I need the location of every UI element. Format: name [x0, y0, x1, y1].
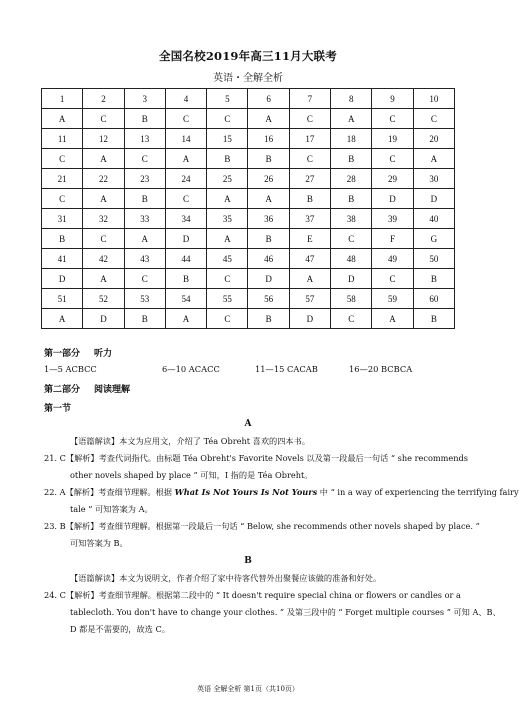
question-number-cell: 12 [83, 129, 124, 149]
listening-group-3: 11—15 CACAB [255, 364, 318, 374]
question-number-cell: 42 [83, 249, 124, 269]
answer-cell: A [42, 109, 83, 129]
passage-a-letter: A [244, 419, 252, 429]
question-number-cell: 15 [207, 129, 248, 149]
q21-line-1: 21. C【解析】考查代词指代。由标题 Téa Obreht's Favorite Novels 以及第一段最后一句话 “ she recommends [44, 453, 468, 463]
q22-line-2: tale ” 可知答案为 A。 [70, 504, 153, 514]
answer-row [42, 109, 455, 129]
answer-cell: C [83, 229, 124, 249]
answer-cell: C [207, 109, 248, 129]
question-number-row [42, 89, 455, 109]
question-number-cell: 26 [248, 169, 289, 189]
question-number-cell: 54 [165, 289, 206, 309]
question-number-cell: 1 [42, 89, 83, 109]
answer-row [42, 229, 455, 249]
answer-cell: B [248, 309, 289, 329]
answer-cell: B [165, 269, 206, 289]
question-number-cell: 10 [413, 89, 454, 109]
answer-cell: C [165, 189, 206, 209]
answer-row [42, 269, 455, 289]
answer-cell: A [289, 269, 330, 289]
answer-cell: A [165, 149, 206, 169]
question-number-cell: 19 [372, 129, 413, 149]
question-number-cell: 49 [372, 249, 413, 269]
question-number-cell: 50 [413, 249, 454, 269]
question-number-cell: 20 [413, 129, 454, 149]
answer-cell: C [207, 269, 248, 289]
question-number-cell: 44 [165, 249, 206, 269]
answer-cell: B [289, 189, 330, 209]
question-number-cell: 40 [413, 209, 454, 229]
q24-line-3: D 都是不需要的，故选 C。 [70, 624, 170, 634]
question-number-cell: 3 [124, 89, 165, 109]
question-number-cell: 24 [165, 169, 206, 189]
answer-cell: C [83, 109, 124, 129]
question-number-cell: 22 [83, 169, 124, 189]
question-number-cell: 17 [289, 129, 330, 149]
question-number-cell: 30 [413, 169, 454, 189]
question-number-cell: 52 [83, 289, 124, 309]
question-number-cell: 8 [331, 89, 372, 109]
section1-heading: 第一节 [44, 404, 72, 414]
passage-a-intro: 【语篇解读】本文为应用文，介绍了 Téa Obreht 喜欢的四本书。 [70, 436, 310, 446]
answer-cell: C [42, 149, 83, 169]
answer-cell: B [413, 269, 454, 289]
q22-book-title: What Is Not Yours Is Not Yours [174, 487, 318, 497]
answer-row [42, 189, 455, 209]
q22-line-1 [44, 484, 519, 501]
answer-cell: B [42, 229, 83, 249]
part2-name: 阅读理解 [94, 385, 131, 395]
listening-group-4: 16—20 BCBCA [349, 364, 413, 374]
answer-cell: C [289, 109, 330, 129]
q23-line-1: 23. B【解析】考查细节理解。根据第一段最后一句话 “ Below, she recommends other novels shaped by place. ” [44, 521, 480, 531]
question-number-cell: 41 [42, 249, 83, 269]
listening-answers [44, 364, 412, 374]
question-number-cell: 23 [124, 169, 165, 189]
question-number-cell: 35 [207, 209, 248, 229]
q23-line-2: 可知答案为 B。 [70, 538, 128, 548]
answer-cell: C [289, 149, 330, 169]
question-number-cell: 38 [331, 209, 372, 229]
answer-cell: A [413, 149, 454, 169]
question-number-cell: 29 [372, 169, 413, 189]
answer-cell: B [331, 149, 372, 169]
answer-cell: B [248, 229, 289, 249]
question-number-cell: 4 [165, 89, 206, 109]
answer-cell: C [207, 309, 248, 329]
question-number-cell: 11 [42, 129, 83, 149]
question-number-cell: 2 [83, 89, 124, 109]
question-number-cell: 45 [207, 249, 248, 269]
part1-name: 听力 [94, 349, 113, 359]
question-number-cell: 46 [248, 249, 289, 269]
document-title: 全国名校2019年高三11月大联考 [159, 49, 337, 63]
question-number-cell: 7 [289, 89, 330, 109]
question-number-cell: 39 [372, 209, 413, 229]
question-number-row [42, 289, 455, 309]
answer-cell: B [124, 309, 165, 329]
question-number-cell: 53 [124, 289, 165, 309]
answer-cell: D [248, 269, 289, 289]
passage-b-block [44, 570, 501, 638]
question-number-cell: 34 [165, 209, 206, 229]
question-number-cell: 25 [207, 169, 248, 189]
passage-b-letter: B [244, 556, 252, 566]
answer-cell: A [207, 189, 248, 209]
answer-cell: B [124, 189, 165, 209]
part1-label: 第一部分 [44, 349, 81, 359]
answer-cell: B [331, 189, 372, 209]
answer-cell: A [42, 309, 83, 329]
answer-cell: F [372, 229, 413, 249]
answer-cell: D [165, 229, 206, 249]
answer-cell: C [331, 309, 372, 329]
answer-cell: A [124, 229, 165, 249]
question-number-cell: 13 [124, 129, 165, 149]
answer-cell: B [248, 149, 289, 169]
answer-cell: C [413, 109, 454, 129]
part2-heading [44, 382, 130, 395]
answer-cell: A [83, 189, 124, 209]
passage-a-block [44, 433, 519, 552]
question-number-cell: 47 [289, 249, 330, 269]
question-number-cell: 31 [42, 209, 83, 229]
answer-cell: D [413, 189, 454, 209]
answer-cell: B [207, 149, 248, 169]
question-number-cell: 5 [207, 89, 248, 109]
answer-cell: B [413, 309, 454, 329]
question-number-cell: 43 [124, 249, 165, 269]
question-number-cell: 6 [248, 89, 289, 109]
answer-cell: D [42, 269, 83, 289]
answer-cell: A [207, 229, 248, 249]
question-number-cell: 57 [289, 289, 330, 309]
answer-cell: D [372, 189, 413, 209]
question-number-cell: 14 [165, 129, 206, 149]
answer-row [42, 149, 455, 169]
q22-text-c: 中 “ in a way of experiencing the terrifying fairy [317, 487, 519, 497]
q22-text-a: 22. A【解析】考查细节理解。根据 [44, 487, 175, 497]
question-number-cell: 9 [372, 89, 413, 109]
answer-cell: A [248, 109, 289, 129]
answer-cell: B [124, 109, 165, 129]
passage-b-intro: 【语篇解读】本文为说明文，作者介绍了家中待客代替外出聚餐应该做的准备和好处。 [70, 573, 382, 583]
answer-cell: C [165, 109, 206, 129]
question-number-cell: 28 [331, 169, 372, 189]
answer-cell: G [413, 229, 454, 249]
question-number-cell: 55 [207, 289, 248, 309]
answer-cell: C [372, 269, 413, 289]
part2-label: 第二部分 [44, 385, 81, 395]
question-number-cell: 32 [83, 209, 124, 229]
answer-cell: D [289, 309, 330, 329]
page-footer: 英语 全解全析 第1页（共10页） [197, 685, 299, 693]
question-number-cell: 51 [42, 289, 83, 309]
answer-cell: A [83, 149, 124, 169]
question-number-cell: 59 [372, 289, 413, 309]
question-number-row [42, 129, 455, 149]
listening-group-1: 1—5 ACBCC [44, 364, 97, 374]
question-number-cell: 27 [289, 169, 330, 189]
answer-cell: D [83, 309, 124, 329]
question-number-row [42, 169, 455, 189]
question-number-cell: 37 [289, 209, 330, 229]
answer-table [41, 88, 455, 329]
question-number-cell: 16 [248, 129, 289, 149]
listening-group-2: 6—10 ACACC [162, 364, 220, 374]
answer-cell: C [372, 149, 413, 169]
answer-cell: C [124, 269, 165, 289]
q24-line-1: 24. C【解析】考查细节理解。根据第二段中的 “ It doesn't require special china or flowers or candles or a [44, 590, 461, 600]
answer-cell: A [372, 309, 413, 329]
answer-cell: A [165, 309, 206, 329]
question-number-cell: 33 [124, 209, 165, 229]
q21-line-2: other novels shaped by place ” 可知，I 指的是 Téa Obreht。 [70, 470, 313, 480]
question-number-cell: 58 [331, 289, 372, 309]
answer-cell: A [83, 269, 124, 289]
answer-cell: C [331, 229, 372, 249]
question-number-row [42, 249, 455, 269]
question-number-row [42, 209, 455, 229]
question-number-cell: 21 [42, 169, 83, 189]
answer-cell: C [372, 109, 413, 129]
answer-cell: C [124, 149, 165, 169]
answer-cell: A [248, 189, 289, 209]
question-number-cell: 60 [413, 289, 454, 309]
question-number-cell: 56 [248, 289, 289, 309]
document-subtitle: 英语・全解全析 [213, 73, 283, 84]
answer-row [42, 309, 455, 329]
answer-cell: D [331, 269, 372, 289]
answer-cell: A [331, 109, 372, 129]
answer-cell: C [42, 189, 83, 209]
part1-heading [44, 346, 112, 359]
q24-line-2: tablecloth. You don't have to change your clothes. ” 及第三段中的 “ Forget multiple courses ” 可知 A、B、 [70, 607, 501, 617]
question-number-cell: 48 [331, 249, 372, 269]
answer-cell: E [289, 229, 330, 249]
question-number-cell: 36 [248, 209, 289, 229]
question-number-cell: 18 [331, 129, 372, 149]
